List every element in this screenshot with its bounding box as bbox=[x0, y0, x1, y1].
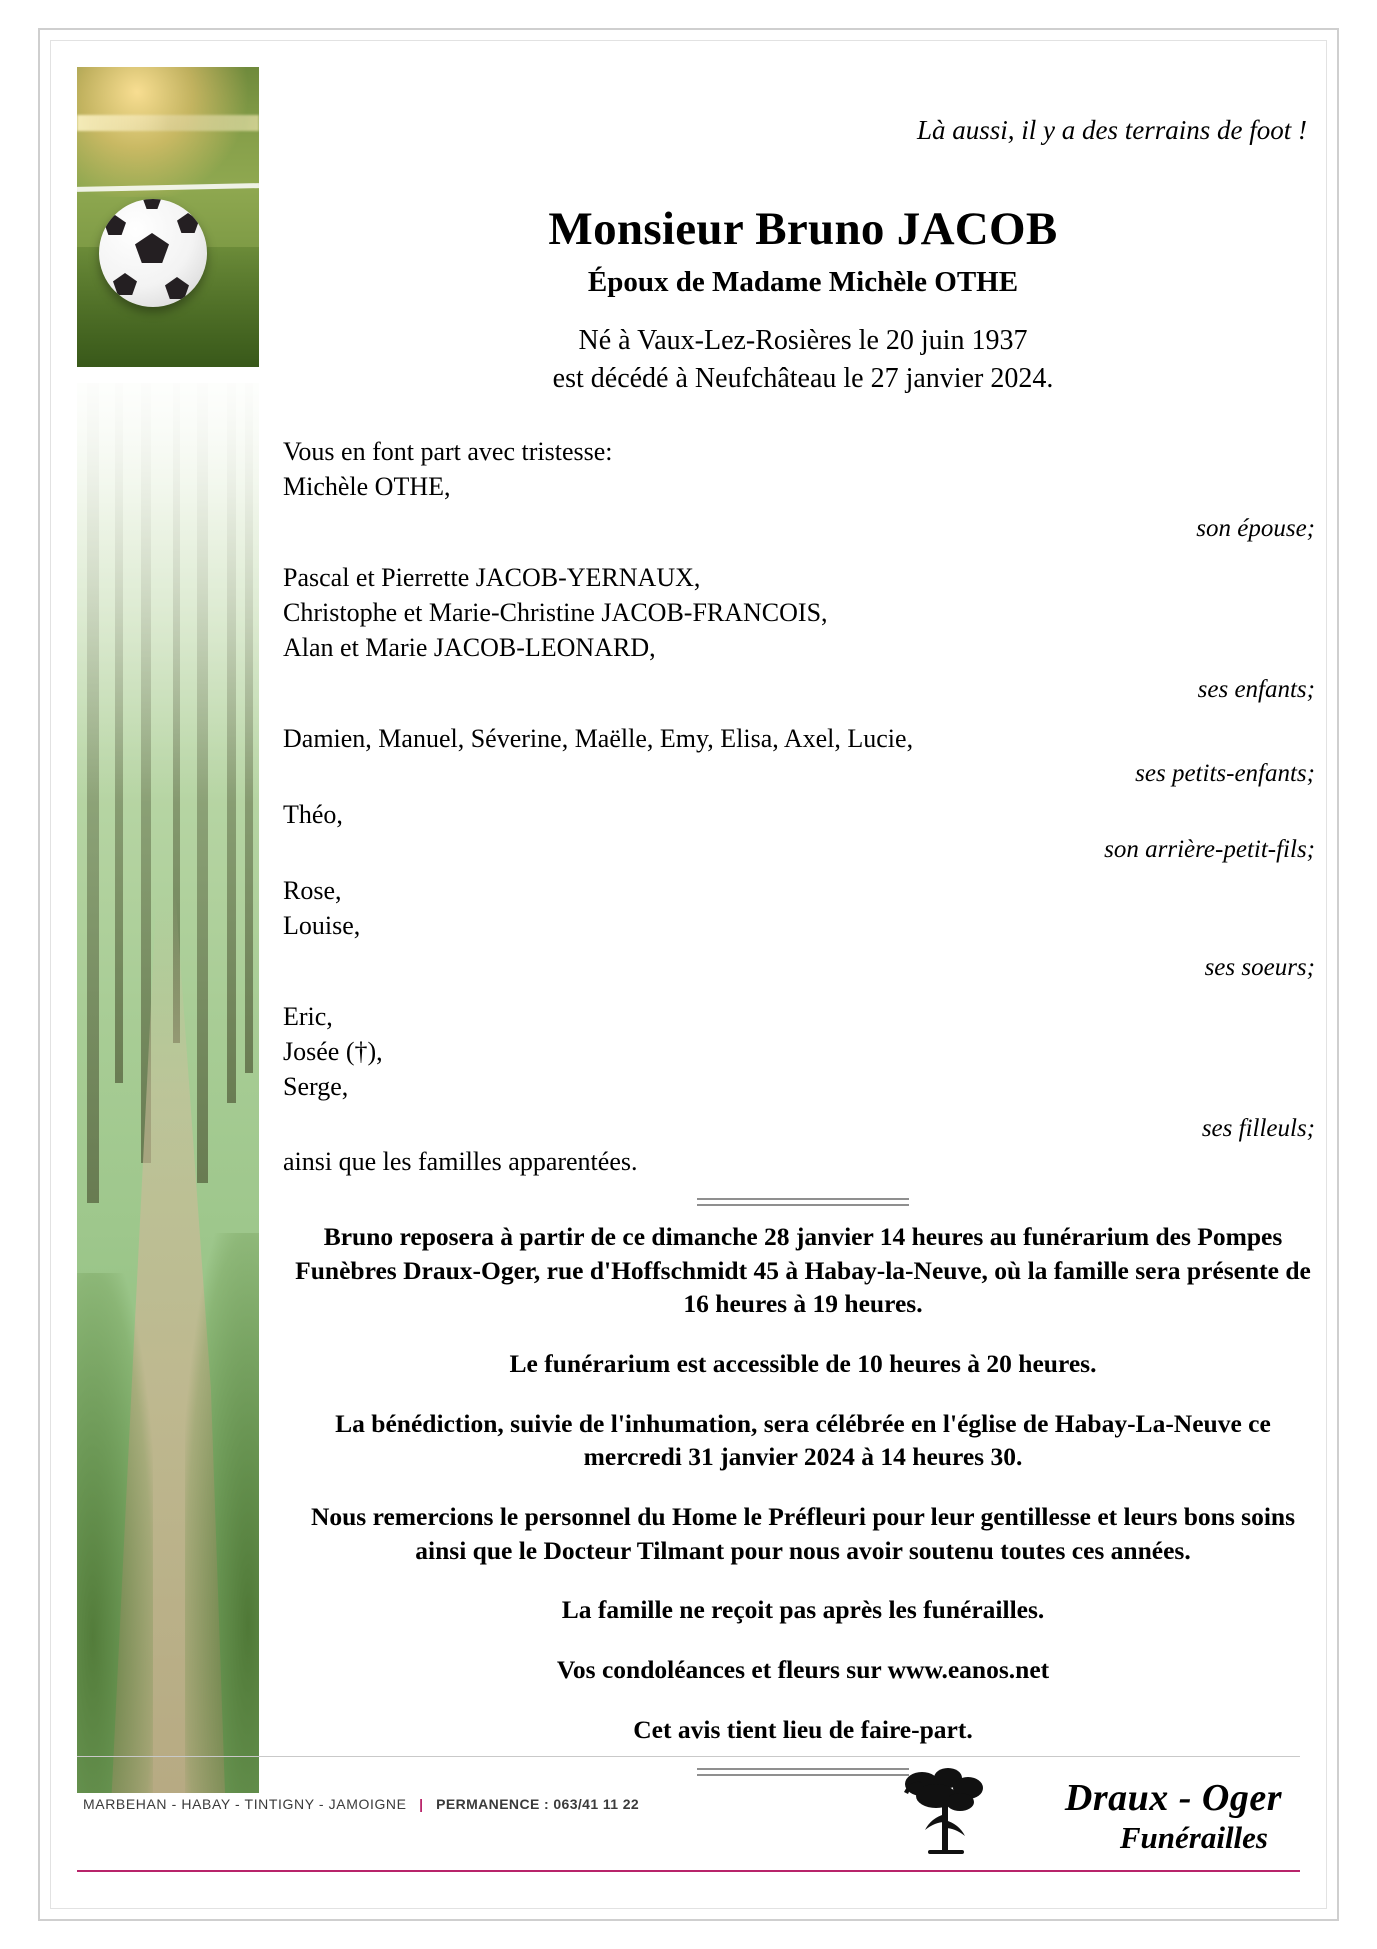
sun-flare bbox=[77, 67, 257, 197]
agency-towns: MARBEHAN - HABAY - TINTIGNY - JAMOIGNE bbox=[83, 1796, 407, 1812]
family-group bbox=[283, 798, 1323, 866]
family-relation: ses enfants; bbox=[1197, 676, 1315, 704]
family-announcement bbox=[283, 435, 1323, 1180]
family-relation: son épouse; bbox=[1196, 515, 1315, 543]
family-group bbox=[283, 470, 1323, 546]
family-member: Serge, bbox=[283, 1071, 349, 1101]
death-line: est décédé à Neufchâteau le 27 janvier 2024. bbox=[552, 363, 1054, 394]
footer bbox=[77, 1756, 1300, 1886]
family-member: Alan et Marie JACOB-LEONARD, bbox=[283, 632, 656, 662]
obituary-content bbox=[283, 71, 1323, 1786]
family-relation: ses soeurs; bbox=[1204, 954, 1315, 982]
footer-rule bbox=[77, 1756, 1300, 1757]
page-outer-border bbox=[38, 28, 1339, 1921]
family-intro: Vous en font part avec tristesse: bbox=[283, 437, 613, 466]
epitaph-quote: Là aussi, il y a des terrains de foot ! bbox=[917, 115, 1307, 145]
agency-info bbox=[83, 1796, 639, 1812]
family-member: Eric, bbox=[283, 1002, 333, 1032]
notice-funerarium-hours: Le funérarium est accessible de 10 heures à 20 heures. bbox=[509, 1348, 1097, 1378]
brand-logo bbox=[870, 1758, 1290, 1868]
family-relation: ses petits-enfants; bbox=[1135, 759, 1315, 787]
funeral-notices bbox=[283, 1220, 1323, 1746]
mist-overlay bbox=[77, 383, 259, 803]
family-member: Rose, bbox=[283, 876, 342, 906]
notice-condolences-link[interactable]: Vos condoléances et fleurs sur www.eanos.net bbox=[556, 1654, 1050, 1684]
deceased-name: Monsieur Bruno JACOB bbox=[548, 203, 1058, 255]
image-column bbox=[77, 67, 259, 1797]
family-group bbox=[283, 561, 1323, 706]
family-closing: ainsi que les familles apparentées. bbox=[283, 1147, 638, 1177]
family-member: Louise, bbox=[283, 910, 361, 940]
notice-faire-part: Cet avis tient lieu de faire-part. bbox=[633, 1714, 973, 1744]
family-member: Christophe et Marie-Christine JACOB-FRANCOIS, bbox=[283, 597, 828, 627]
family-member: Théo, bbox=[283, 800, 343, 830]
brand-subtitle: Funérailles bbox=[1119, 1820, 1268, 1855]
family-member: Josée (†), bbox=[283, 1037, 383, 1067]
foliage-right bbox=[185, 1233, 259, 1793]
notice-ceremony: La bénédiction, suivie de l'inhumation, sera célébrée en l'église de Habay-La-Neuve ce mercredi 31 janvier 2024 à 14 heures 30. bbox=[335, 1408, 1271, 1472]
family-member: Michèle OTHE, bbox=[283, 471, 451, 501]
lens-flare bbox=[77, 115, 259, 131]
tree-icon bbox=[888, 1762, 998, 1862]
notice-thanks: Nous remercions le personnel du Home le Préfleuri pour leur gentillesse et leurs bons soins ainsi que le Docteur Tilmant pour nous avoir soutenu toutes ces années. bbox=[310, 1501, 1296, 1565]
soccer-ball-icon bbox=[99, 199, 207, 307]
divider-pipe: | bbox=[419, 1796, 424, 1812]
notice-no-reception: La famille ne reçoit pas après les funérailles. bbox=[561, 1595, 1045, 1625]
family-member: Pascal et Pierrette JACOB-YERNAUX, bbox=[283, 563, 701, 593]
family-group bbox=[283, 1000, 1323, 1145]
footer-accent-line bbox=[77, 1870, 1300, 1872]
family-group bbox=[283, 722, 1323, 790]
agency-permanence: PERMANENCE : 063/41 11 22 bbox=[436, 1796, 640, 1812]
birth-line: Né à Vaux-Lez-Rosières le 20 juin 1937 bbox=[578, 325, 1028, 356]
foliage-left bbox=[77, 1273, 153, 1793]
spouse-line: Époux de Madame Michèle OTHE bbox=[587, 266, 1019, 298]
family-group bbox=[283, 874, 1323, 984]
notice-wake: Bruno reposera à partir de ce dimanche 28 janvier 14 heures au funérarium des Pompes Funèbres Draux-Oger, rue d'Hoffschmidt 45 à Habay-la-Neuve, où la famille sera présente de 16 heures à 19 heures. bbox=[295, 1222, 1311, 1319]
family-relation: ses filleuls; bbox=[1201, 1115, 1315, 1143]
forest-path-photo bbox=[77, 383, 259, 1793]
family-relation: son arrière-petit-fils; bbox=[1104, 835, 1315, 863]
section-divider-top bbox=[697, 1198, 909, 1206]
brand-name: Draux - Oger bbox=[1064, 1777, 1282, 1819]
football-photo bbox=[77, 67, 259, 367]
family-member: Damien, Manuel, Séverine, Maëlle, Emy, Elisa, Axel, Lucie, bbox=[283, 724, 914, 754]
page-inner-border bbox=[50, 40, 1327, 1909]
